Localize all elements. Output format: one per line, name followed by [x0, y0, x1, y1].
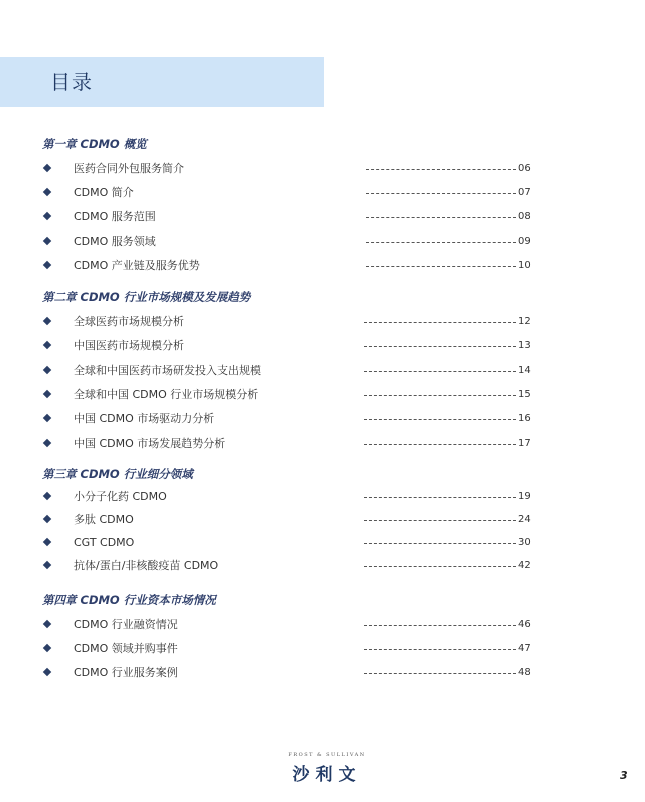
- toc-item-label: CDMO 领域并购事件: [74, 642, 178, 655]
- toc-item[interactable]: [0, 185, 645, 201]
- dotted-leader: [364, 346, 516, 347]
- frost-sullivan-logo: [282, 752, 372, 785]
- diamond-bullet-icon: [43, 341, 51, 349]
- dotted-leader: [366, 266, 516, 267]
- toc-item-page: 47: [518, 643, 531, 654]
- toc-item[interactable]: [0, 641, 645, 657]
- toc-item-label: 全球和中国医药市场研发投入支出规模: [74, 364, 261, 377]
- toc-item[interactable]: [0, 489, 645, 505]
- toc-item-label: CDMO 简介: [74, 186, 134, 199]
- toc-item[interactable]: [0, 558, 645, 574]
- dotted-leader: [366, 169, 516, 170]
- dotted-leader: [364, 497, 516, 498]
- toc-item[interactable]: [0, 665, 645, 681]
- toc-item-page: 48: [518, 667, 531, 678]
- dotted-leader: [366, 242, 516, 243]
- toc-item-page: 07: [518, 187, 531, 198]
- dotted-leader: [364, 649, 516, 650]
- toc-item[interactable]: [0, 535, 645, 551]
- dotted-leader: [366, 217, 516, 218]
- page-number: 3: [620, 769, 628, 782]
- toc-item-page: 06: [518, 163, 531, 174]
- toc-item-label: 全球医药市场规模分析: [74, 315, 184, 328]
- diamond-bullet-icon: [43, 317, 51, 325]
- dotted-leader: [364, 395, 516, 396]
- toc-item-page: 46: [518, 619, 531, 630]
- logo-tagline: FROST & SULLIVAN: [288, 752, 366, 758]
- dotted-leader: [364, 419, 516, 420]
- page-title: 目录: [50, 70, 94, 94]
- toc-item[interactable]: [0, 258, 645, 274]
- toc-item[interactable]: [0, 436, 645, 452]
- diamond-bullet-icon: [43, 538, 51, 546]
- diamond-bullet-icon: [43, 188, 51, 196]
- title-band: [0, 57, 324, 107]
- diamond-bullet-icon: [43, 414, 51, 422]
- chapter-heading[interactable]: 第三章 CDMO 行业细分领域: [42, 467, 193, 481]
- diamond-bullet-icon: [43, 515, 51, 523]
- toc-item-page: 14: [518, 365, 531, 376]
- diamond-bullet-icon: [43, 237, 51, 245]
- toc-item-label: 多肽 CDMO: [74, 513, 134, 526]
- dotted-leader: [364, 673, 516, 674]
- toc-item-page: 24: [518, 514, 531, 525]
- toc-item[interactable]: [0, 161, 645, 177]
- toc-item-label: 抗体/蛋白/非核酸疫苗 CDMO: [74, 559, 219, 572]
- toc-item[interactable]: [0, 617, 645, 633]
- diamond-bullet-icon: [43, 366, 51, 374]
- toc-item-page: 17: [518, 438, 531, 449]
- dotted-leader: [364, 625, 516, 626]
- toc-item-label: CDMO 服务领域: [74, 235, 156, 248]
- diamond-bullet-icon: [43, 261, 51, 269]
- diamond-bullet-icon: [43, 439, 51, 447]
- toc-item-page: 08: [518, 211, 531, 222]
- toc-item[interactable]: [0, 314, 645, 330]
- chapter-heading[interactable]: 第二章 CDMO 行业市场规模及发展趋势: [42, 290, 251, 304]
- toc-item-page: 42: [518, 560, 531, 571]
- toc-item-page: 15: [518, 389, 531, 400]
- dotted-leader: [364, 371, 516, 372]
- toc-item[interactable]: [0, 387, 645, 403]
- toc-item[interactable]: [0, 512, 645, 528]
- chapter-heading[interactable]: 第四章 CDMO 行业资本市场情况: [42, 593, 216, 607]
- diamond-bullet-icon: [43, 561, 51, 569]
- toc-item-page: 16: [518, 413, 531, 424]
- toc-item-label: 中国 CDMO 市场驱动力分析: [74, 412, 215, 425]
- toc-item-label: CDMO 行业服务案例: [74, 666, 178, 679]
- dotted-leader: [366, 193, 516, 194]
- toc-item[interactable]: [0, 363, 645, 379]
- diamond-bullet-icon: [43, 390, 51, 398]
- toc-item-label: CDMO 行业融资情况: [74, 618, 178, 631]
- dotted-leader: [364, 543, 516, 544]
- toc-item-page: 19: [518, 491, 531, 502]
- toc-item-label: 医药合同外包服务简介: [74, 162, 184, 175]
- dotted-leader: [364, 444, 516, 445]
- diamond-bullet-icon: [43, 620, 51, 628]
- toc-item-page: 09: [518, 236, 531, 247]
- toc-item-label: 全球和中国 CDMO 行业市场规模分析: [74, 388, 259, 401]
- diamond-bullet-icon: [43, 492, 51, 500]
- dotted-leader: [364, 520, 516, 521]
- diamond-bullet-icon: [43, 644, 51, 652]
- logo-text: 沙利文: [292, 765, 362, 785]
- toc-item-page: 30: [518, 537, 531, 548]
- dotted-leader: [364, 322, 516, 323]
- toc-item[interactable]: [0, 338, 645, 354]
- chapter-heading[interactable]: 第一章 CDMO 概览: [42, 137, 147, 151]
- toc-item[interactable]: [0, 234, 645, 250]
- toc-item-page: 12: [518, 316, 531, 327]
- toc-item-label: CDMO 服务范围: [74, 210, 156, 223]
- toc-item-page: 13: [518, 340, 531, 351]
- toc-item-label: CDMO 产业链及服务优势: [74, 259, 200, 272]
- diamond-bullet-icon: [43, 164, 51, 172]
- toc-item-label: 小分子化药 CDMO: [74, 490, 167, 503]
- toc-item-label: 中国医药市场规模分析: [74, 339, 184, 352]
- toc-item[interactable]: [0, 209, 645, 225]
- toc-item[interactable]: [0, 411, 645, 427]
- diamond-bullet-icon: [43, 212, 51, 220]
- toc-item-label: CGT CDMO: [74, 536, 135, 549]
- dotted-leader: [364, 566, 516, 567]
- toc-item-label: 中国 CDMO 市场发展趋势分析: [74, 437, 226, 450]
- diamond-bullet-icon: [43, 668, 51, 676]
- toc-item-page: 10: [518, 260, 531, 271]
